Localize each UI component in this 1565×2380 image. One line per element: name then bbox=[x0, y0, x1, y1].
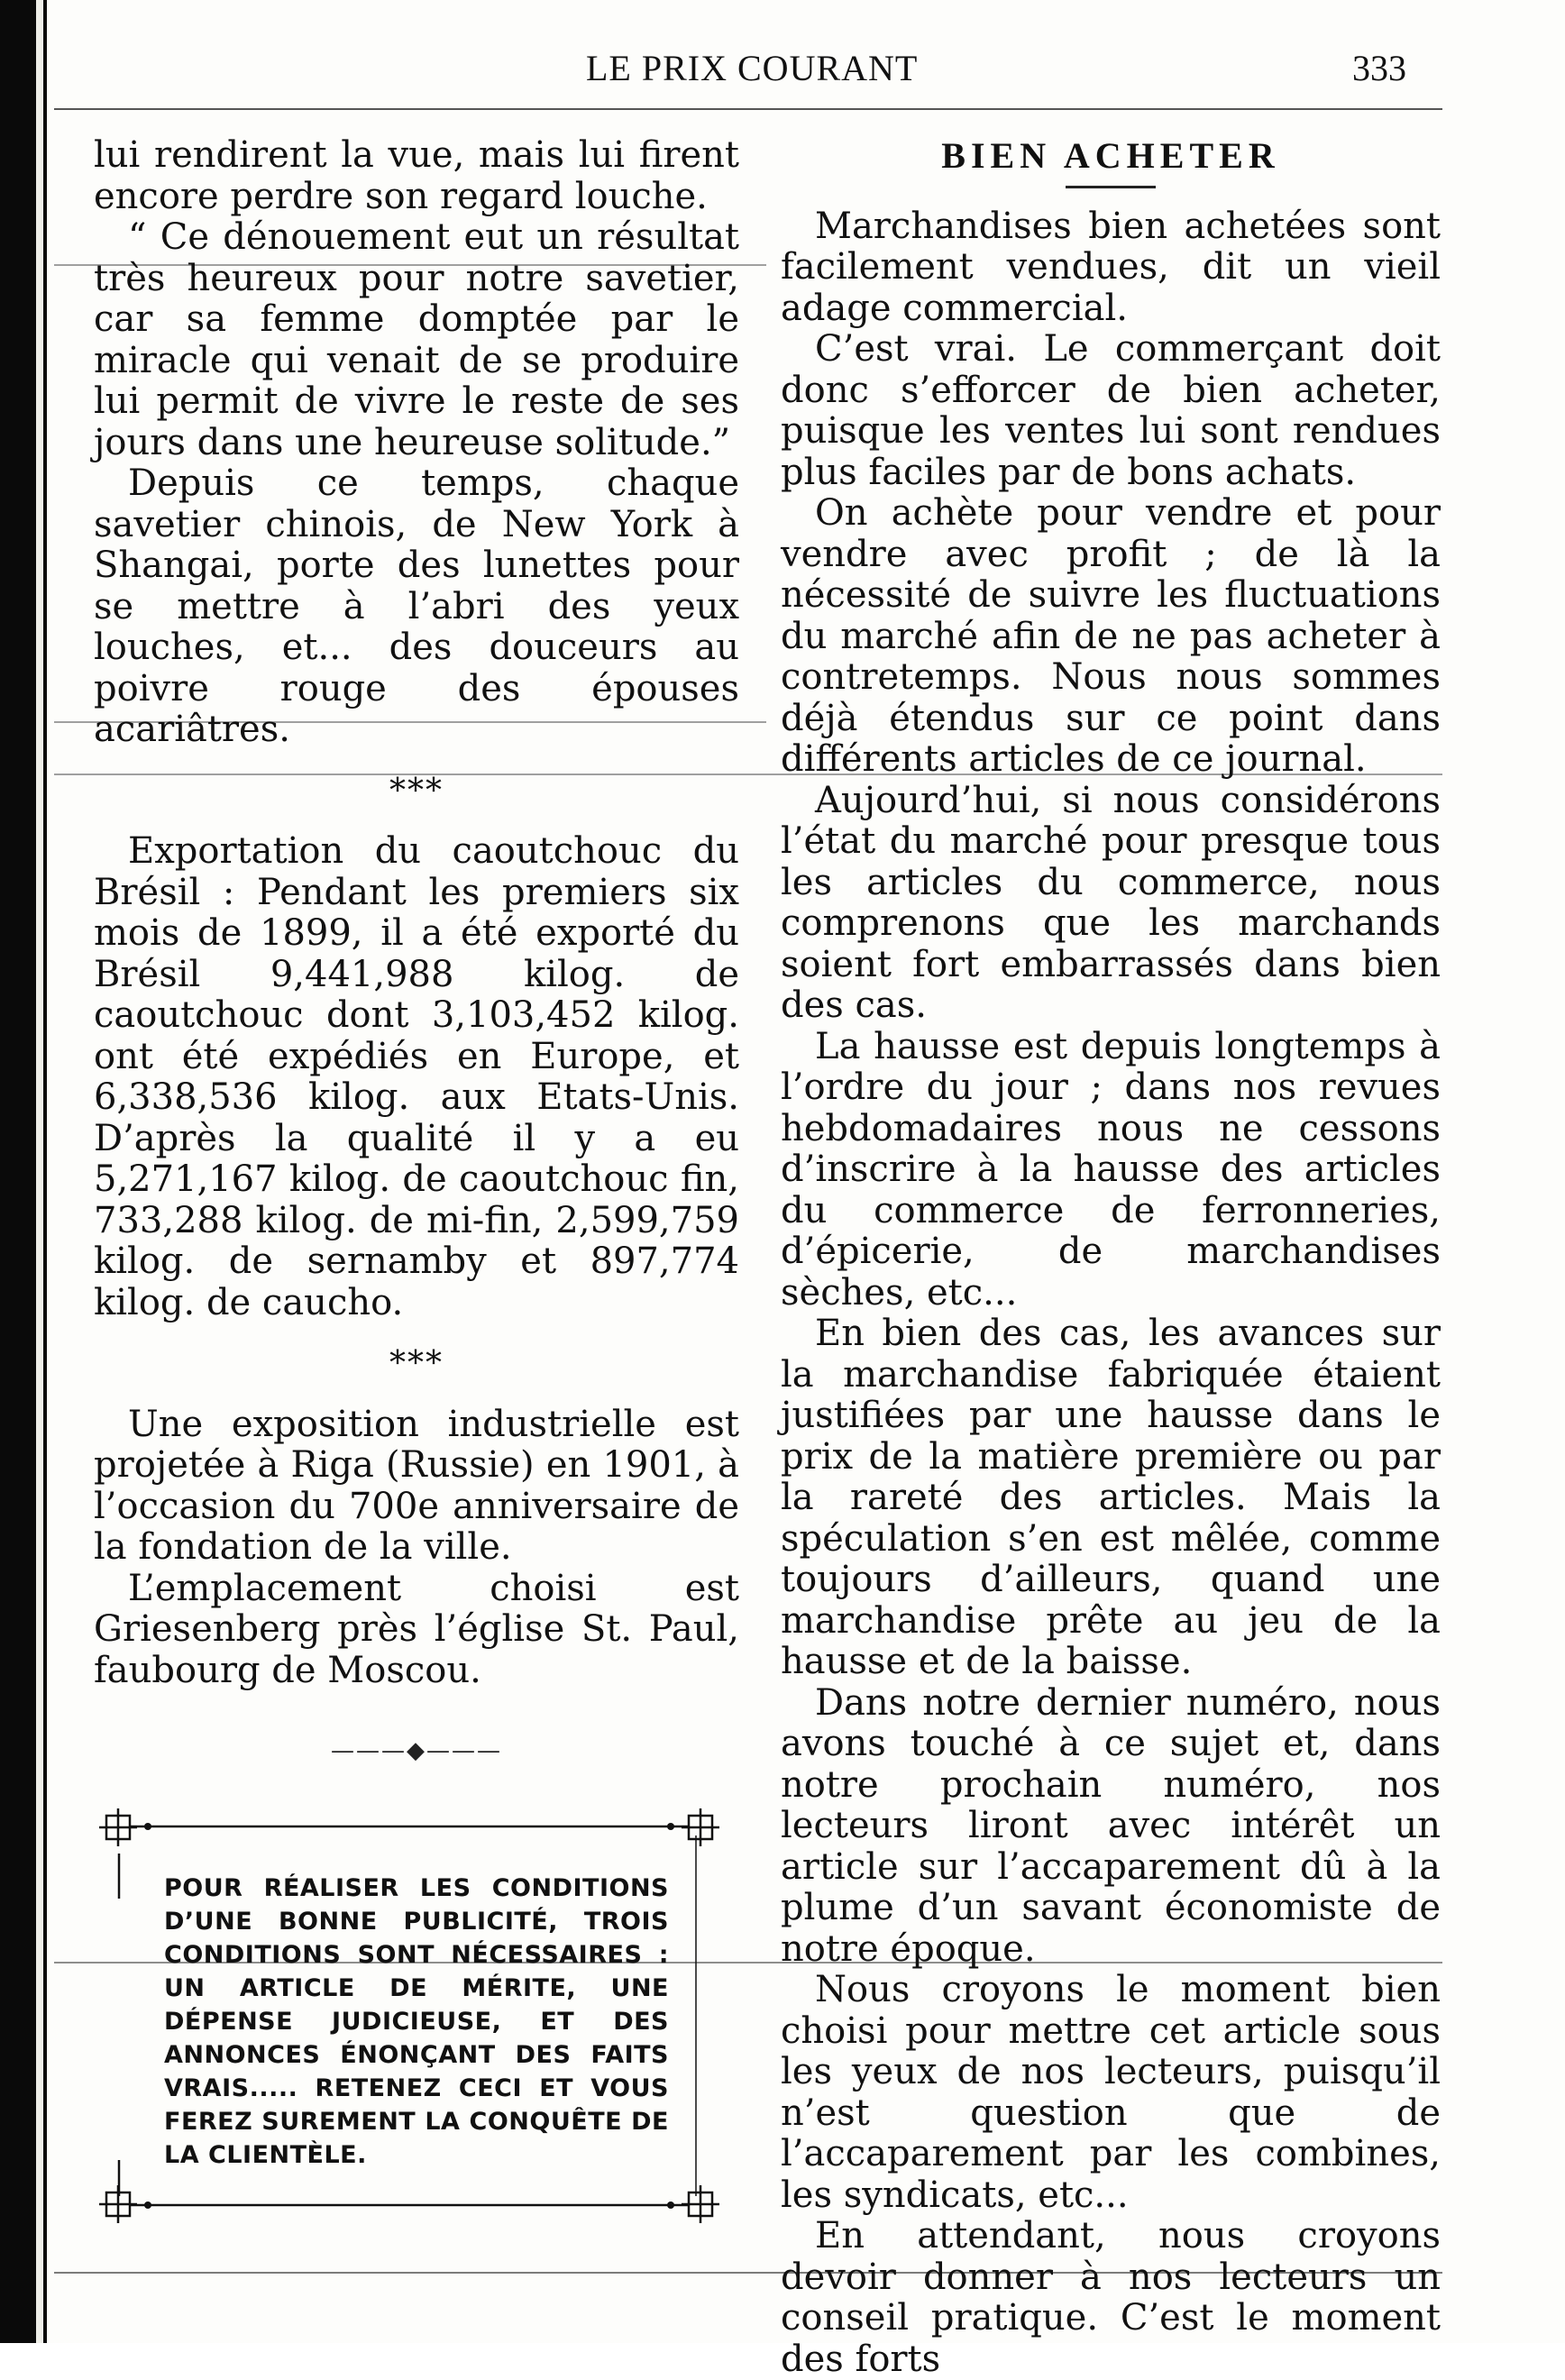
right-paragraph-1: Marchandises bien achetées sont facilement vendues, dit un vieil adage commercial. bbox=[781, 205, 1441, 329]
advertisement-text: POUR RÉALISER LES CONDITIONS D’UNE BONNE PUBLICITÉ, TROIS CONDITIONS SONT NÉCESSAIRES : UN ARTICLE DE MÉRITE, UNE DÉPENSE JUDICIEUSE, ET DES ANNONCES ÉNONÇANT DES FAITS VRAIS..... RETENEZ CECI ET VOUS FEREZ SUREMENT LA CONQUÊTE DE LA CLIENTÈLE. bbox=[164, 1873, 669, 2169]
title-rule bbox=[1066, 186, 1156, 188]
advertisement-box bbox=[94, 1799, 725, 2232]
right-paragraph-4: Aujourd’hui, si nous considérons l’état du marché pour presque tous les articles du commerce, nous comprenons que les marchands soient fort embarrassés dans bien des cas. bbox=[781, 779, 1441, 1026]
left-paragraph-3: Depuis ce temps, chaque savetier chinois, de New York à Shangai, porte des lunettes pour se mettre à l’abri des yeux louches, et... des douceurs au poivre rouge des épouses acariâtres. bbox=[94, 462, 739, 750]
left-column bbox=[94, 135, 739, 2232]
left-paragraph-1: lui rendirent la vue, mais lui firent encore perdre son regard louche. bbox=[94, 134, 739, 217]
running-head bbox=[54, 47, 1496, 101]
binding-gap bbox=[36, 0, 43, 2343]
right-paragraph-8: Nous croyons le moment bien choisi pour mettre cet article sous les yeux de nos lecteurs, puisqu’il n’est question que de l’accaparement par les combines, les syndicats, etc... bbox=[781, 1969, 1441, 2216]
right-paragraph-3: On achète pour vendre et pour vendre avec profit ; de là la nécessité de suivre les fluctuations du marché afin de ne pas acheter à contretemps. Nous nous sommes déjà étendus sur ce point dans différents articles de ce journal. bbox=[781, 492, 1441, 780]
running-title: LE PRIX COURANT bbox=[586, 48, 919, 88]
left-paragraph-2: “ Ce dénouement eut un résultat très heureux pour notre savetier, car sa femme domptée par le miracle qui venait de se produire lui permit de vivre le reste de ses jours dans une heureuse solitude.” bbox=[94, 216, 739, 463]
right-paragraph-9: En attendant, nous croyons devoir donner à nos lecteurs un conseil pratique. C’est le moment des forts bbox=[781, 2215, 1441, 2380]
page-number: 333 bbox=[1352, 48, 1406, 88]
asterism-divider: *** bbox=[389, 772, 444, 810]
article-title: BIEN ACHETER bbox=[941, 135, 1280, 176]
right-paragraph-7: Dans notre dernier numéro, nous avons touché à ce sujet et, dans notre prochain numéro, nos lecteurs liront avec intérêt un article sur l’accaparement dû à la plume d’un savant économiste de notre époque. bbox=[781, 1681, 1441, 1970]
left-paragraph-5: Une exposition industrielle est projetée à Riga (Russie) en 1901, à l’occasion du 700e anniversaire de la fondation de la ville. bbox=[94, 1403, 739, 1568]
left-paragraph-4: Exportation du caoutchouc du Brésil : Pendant les premiers six mois de 1899, il a été exporté du Brésil 9,441,988 kilog. de caoutchouc dont 3,103,452 kilog. ont été expédiés en Europe, et 6,338,536 kilog. aux Etats-Unis. D’après la qualité il y a eu 5,271,167 kilog. de caoutchouc fin, 733,288 kilog. de mi-fin, 2,599,759 kilog. de sernamby et 897,774 kilog. de caucho. bbox=[94, 830, 739, 1323]
left-paragraph-6: L’emplacement choisi est Griesenberg près l’église St. Paul, faubourg de Moscou. bbox=[94, 1567, 739, 1691]
right-paragraph-2: C’est vrai. Le commerçant doit donc s’efforcer de bien acheter, puisque les ventes lui sont rendues plus faciles par de bons achats. bbox=[781, 328, 1441, 493]
header-rule bbox=[54, 108, 1442, 110]
right-paragraph-6: En bien des cas, les avances sur la marchandise fabriquée étaient justifiées par une hausse dans le prix de la matière première ou par la rareté des articles. Mais la spéculation s’en est mêlée, comme toujours d’ailleurs, quand une marchandise prête au jeu de la hausse et de la baisse. bbox=[781, 1313, 1441, 1682]
ornament-divider: ———◆——— bbox=[331, 1737, 502, 1764]
asterism-divider: *** bbox=[389, 1345, 444, 1382]
right-paragraph-5: La hausse est depuis longtemps à l’ordre du jour ; dans nos revues hebdomadaires nous ne cessons d’inscrire à la hausse des articles du commerce de ferronneries, d’épicerie, de marchandises sèches, etc... bbox=[781, 1025, 1441, 1314]
right-column bbox=[781, 135, 1441, 2380]
